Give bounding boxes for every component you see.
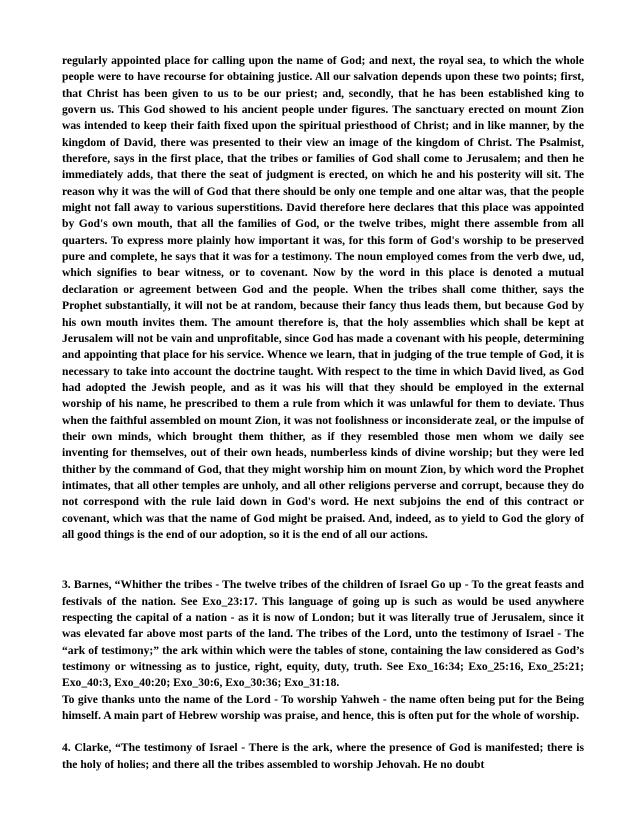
barnes-thanks-paragraph: To give thanks unto the name of the Lord - To worship Yahweh - the name often being put for the Being himself. A main part of Hebrew worship was praise, and hence, this is often put for the whole of worship.	[62, 692, 584, 723]
paragraph-gap	[62, 724, 584, 740]
clarke-commentary-paragraph: 4. Clarke, “The testimony of Israel - There is the ark, where the presence of God is manifested; there is the holy of holies; and there all the tribes assembled to worship Jehovah. He no doubt	[62, 741, 584, 771]
paragraph-gap	[62, 543, 584, 577]
barnes-commentary-paragraph: 3. Barnes, “Whither the tribes - The twelve tribes of the children of Israel Go up - To the great feasts and festivals of the nation. See Exo_23:17. This language of going up is such as would be used anywhere respecting the capital of a nation - as it is now of London; but it was literally true of Jerusalem, since it was elevated far above most parts of the land. The tribes of the Lord, unto the testimony of Israel - The “ark of testimony;” the ark within which were the tables of stone, containing the law considered as God’s testimony or witnessing as to justice, right, equity, duty, truth. See Exo_16:34; Exo_25:16, Exo_25:21; Exo_40:3, Exo_40:20; Exo_30:6, Exo_30:36; Exo_31:18.	[62, 578, 584, 690]
calvin-commentary-paragraph: regularly appointed place for calling upon the name of God; and next, the royal sea, to which the whole people were to have recourse for obtaining justice. All our salvation depends upon these two points; first, that Christ has been given to us to be our priest; and, secondly, that he has been established king to govern us. This God showed to his ancient people under figures. The sanctuary erected on mount Zion was intended to keep their faith fixed upon the spiritual priesthood of Christ; and in like manner, by the kingdom of David, there was presented to their view an image of the kingdom of Christ. The Psalmist, therefore, says in the first place, that the tribes or families of God shall come to Jerusalem; and then he immediately adds, that there the seat of judgment is erected, on which he and his posterity will sit. The reason why it was the will of God that there should be only one temple and one altar was, that the people might not fall away to various superstitions. David therefore here declares that this place was appointed by God's own mouth, that all the families of God, or the twelve tribes, might there assemble from all quarters. To express more plainly how important it was, for this form of God's worship to be preserved pure and complete, he says that it was for a testimony. The noun employed comes from the verb dwe, ud, which signifies to bear witness, or to covenant. Now by the word in this place is denoted a mutual declaration or agreement between God and the people. When the tribes shall come thither, says the Prophet substantially, it will not be at random, because their fancy thus leads them, but because God by his own mouth invites them. The amount therefore is, that the holy assemblies which shall be kept at Jerusalem will not be vain and unprofitable, since God has made a covenant with his people, determining and appointing that place for his service. Whence we learn, that in judging of the true temple of God, it is necessary to take into account the doctrine taught. With respect to the time in which David lived, as God had adopted the Jewish people, and as it was his will that they should be employed in the external worship of his name, he prescribed to them a rule from which it was unlawful for them to deviate. Thus when the faithful assembled on mount Zion, it was not foolishness or inconsiderate zeal, or the impulse of their own minds, which brought them thither, as if they resembled those men whom we daily see inventing for themselves, out of their own heads, numberless kinds of divine worship; but they were led thither by the command of God, that they might worship him on mount Zion, by which word the Prophet intimates, that all other temples are unholy, and all other religions perverse and corrupt, because they do not correspond with the rule laid down in God's word. He next subjoins the end of this contract or covenant, which was that the name of God might be praised. And, indeed, as to yield to God the glory of all good things is the end of our adoption, so it is the end of all our actions.	[62, 54, 584, 541]
document-page	[62, 53, 584, 773]
